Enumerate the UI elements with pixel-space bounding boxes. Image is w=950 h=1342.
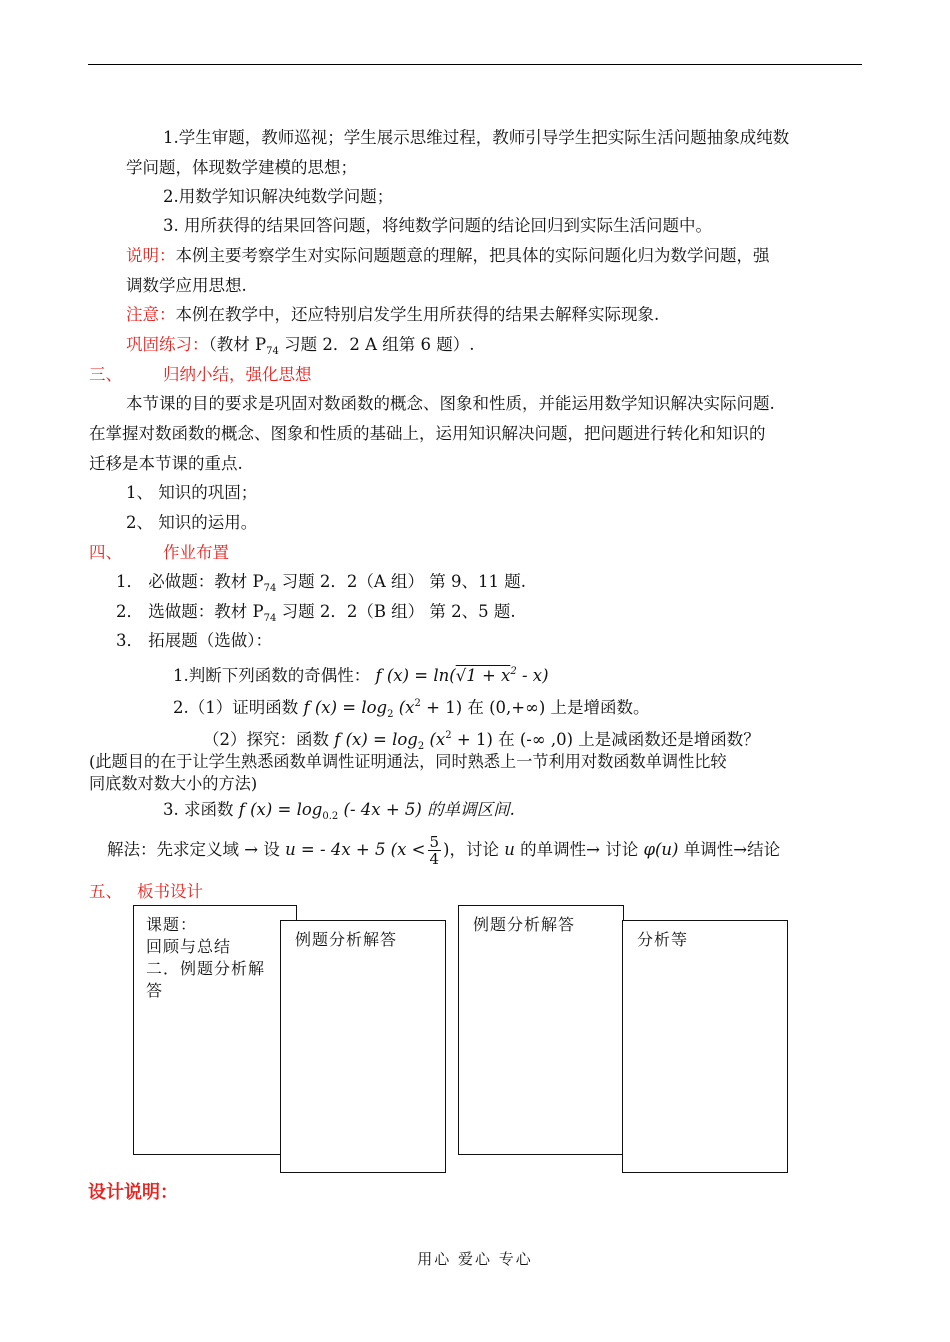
exercise-note-line-1: (此题目的在于让学生熟悉函数单调性证明通法，同时熟悉上一节利用对数函数单调性比较 xyxy=(89,752,727,771)
board-box-1-line-1: 课题： xyxy=(146,915,198,934)
homework-extension: 3． 拓展题（选做）： xyxy=(116,631,272,650)
step-2: 2.用数学知识解决纯数学问题； xyxy=(163,187,394,206)
section-5-number: 五、 xyxy=(89,882,122,901)
step-3: 3. 用所获得的结果回答问题，将纯数学问题的结论回归到实际生活问题中。 xyxy=(163,216,712,235)
summary-para-2: 在掌握对数函数的概念、图象和性质的基础上，运用知识解决问题，把问题进行转化和知识的 xyxy=(89,424,766,443)
page-footer: 用心 爱心 专心 xyxy=(417,1250,533,1268)
note-line-1 xyxy=(126,246,770,266)
attention-text: 本例在教学中，还应特别启发学生用所获得的结果去解释实际现象. xyxy=(175,305,660,324)
board-box-1 xyxy=(133,905,297,1155)
note-line-2: 调数学应用思想. xyxy=(126,276,247,295)
step-1-line-1: 1.学生审题，教师巡视；学生展示思维过程，教师引导学生把实际生活问题抽象成纯数 xyxy=(163,128,790,147)
board-box-4: 分析等 xyxy=(622,920,788,1173)
section-4-title: 作业布置 xyxy=(163,543,229,562)
board-box-2: 例题分析解答 xyxy=(280,920,446,1173)
exercise-note-line-2: 同底数对数大小的方法) xyxy=(89,774,258,793)
practice-label: 巩固练习： xyxy=(126,335,209,354)
section-3-title: 归纳小结，强化思想 xyxy=(163,365,312,384)
design-note-heading: 设计说明： xyxy=(88,1182,178,1203)
step-1-line-2: 学问题，体现数学建模的思想； xyxy=(126,158,357,177)
exercise-2-part-1: 2.（1）证明函数 f $(x) = \log_2 (x^2 + 1)$ 在 (0,+∞) 上是增函数。 xyxy=(173,698,650,720)
homework-optional: 2． 选做题：教材 $P_{74}$ 习题 2．2（B 组） 第 2、5 题. xyxy=(116,602,516,624)
section-5-title: 板书设计 xyxy=(137,882,203,901)
summary-para-3: 迁移是本节课的重点. xyxy=(89,454,243,473)
summary-para-1: 本节课的目的要求是巩固对数函数的概念、图象和性质，并能运用数学知识解决实际问题. xyxy=(126,394,775,413)
exercise-1: 1.判断下列函数的奇偶性： f $(x) = \ln(√1 + x^2 - x)$ xyxy=(173,666,549,685)
fraction-5-4: $\frac{5}{4}$ xyxy=(429,833,440,868)
section-3-number: 三、 xyxy=(89,365,122,384)
header-rule xyxy=(88,64,862,65)
attention-label: 注意： xyxy=(126,305,176,324)
exercise-3: 3. 求函数 f $(x) = \log_{0.2}$ (- 4x + 5) 的单调区间. xyxy=(163,800,515,822)
summary-item-2: 2、 知识的运用。 xyxy=(126,513,258,532)
solution-line: 解法：先求定义域 → 设 u = - 4x + 5 (x < $\frac{5}{4}$ )，讨论 u 的单调性→ 讨论 φ(u) 单调性→结论 xyxy=(107,833,781,868)
board-box-3: 例题分析解答 xyxy=(458,905,624,1155)
summary-item-1: 1、 知识的巩固； xyxy=(126,483,258,502)
board-box-1-line-4: 答 xyxy=(146,981,164,1000)
homework-required: 1． 必做题：教材 $P_{74}$ 习题 2．2（A 组） 第 9、11 题. xyxy=(116,572,526,594)
section-4-number: 四、 xyxy=(89,543,122,562)
practice-line: 巩固练习：（教材 $P_{74}$ 习题 2．2 A 组第 6 题）. xyxy=(126,335,475,357)
note-label: 说明： xyxy=(126,246,176,265)
board-box-1-line-2: 回顾与总结 xyxy=(146,937,232,956)
note-text: 本例主要考察学生对实际问题题意的理解，把具体的实际问题化归为数学问题，强 xyxy=(175,246,770,265)
board-box-1-line-3: 二．例题分析解 xyxy=(146,959,266,978)
attention-line xyxy=(126,305,659,325)
exercise-2-part-2: （2）探究：函数 f $(x) = \log_2 (x^2 + 1)$ 在 (-∞ ,0) 上是减函数还是增函数？ xyxy=(203,730,760,752)
exercise-1-formula: f $(x) = \ln(√1 + x^2 - x)$ xyxy=(375,666,549,685)
